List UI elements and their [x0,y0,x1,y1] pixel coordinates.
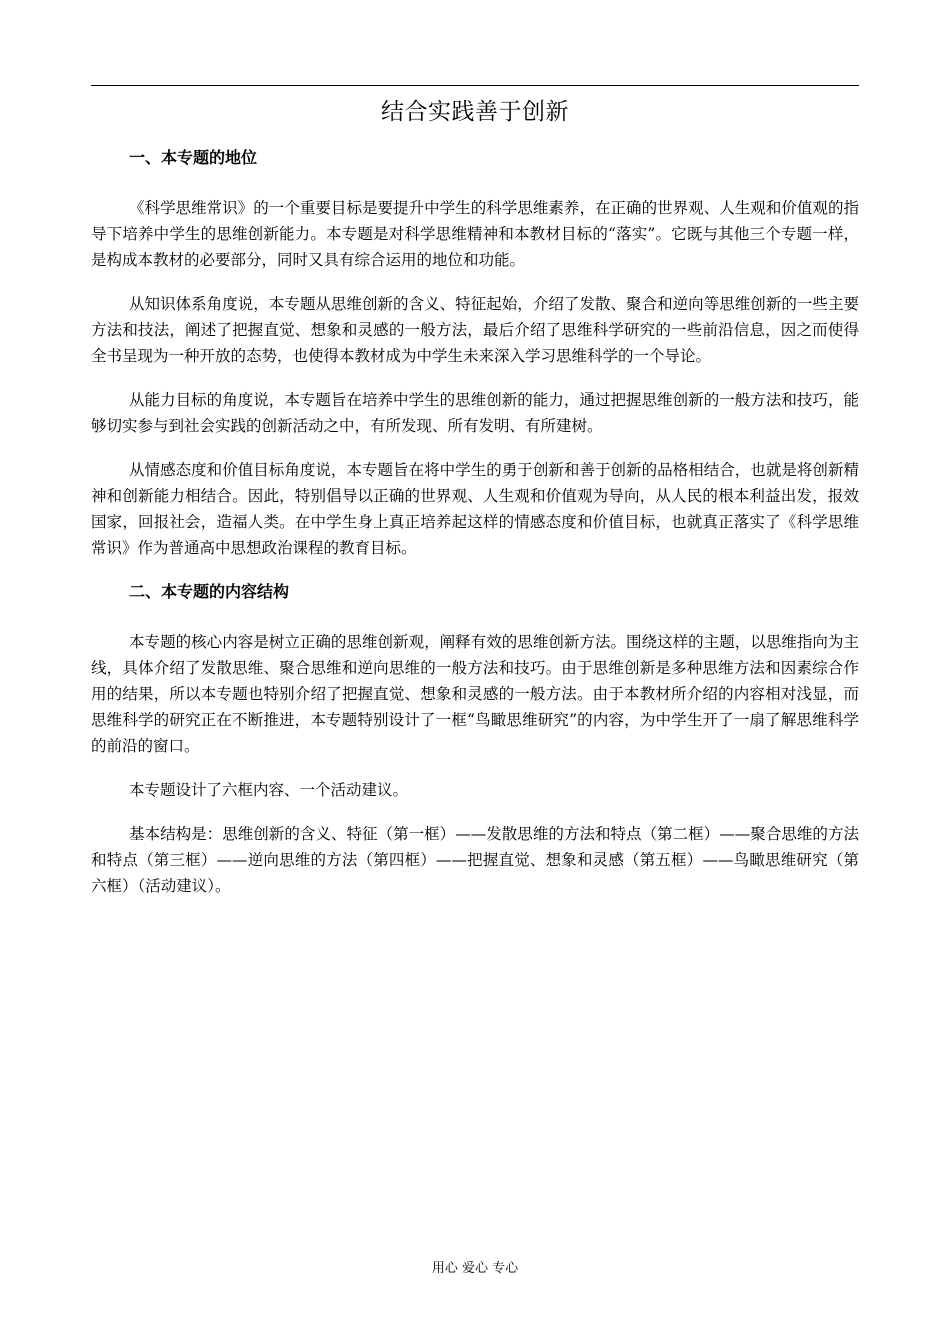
paragraph: 基本结构是：思维创新的含义、特征（第一框）——发散思维的方法和特点（第二框）——聚合思维的方法和特点（第三框）——逆向思维的方法（第四框）——把握直觉、想象和灵感（第五框）——鸟瞰思维研究（第六框）（活动建议）。 [91,825,859,895]
document-body [91,145,859,899]
document-title: 结合实践善于创新 [381,99,569,125]
header-rule [91,85,859,86]
paragraph: 《科学思维常识》的一个重要目标是要提升中学生的科学思维素养，在正确的世界观、人生观和价值观的指导下培养中学生的思维创新能力。本专题是对科学思维精神和本教材目标的“落实”。它既与其他三个专题一样，是构成本教材的必要部分，同时又具有综合运用的地位和功能。 [91,199,859,269]
paragraph: 从情感态度和价值目标角度说，本专题旨在将中学生的勇于创新和善于创新的品格相结合，也就是将创新精神和创新能力相结合。因此，特别倡导以正确的世界观、人生观和价值观为导向，从人民的根本利益出发，报效国家，回报社会，造福人类。在中学生身上真正培养起这样的情感态度和价值目标，也就真正落实了《科学思维常识》作为普通高中思想政治课程的教育目标。 [91,461,859,557]
paragraph: 从知识体系角度说，本专题从思维创新的含义、特征起始，介绍了发散、聚合和逆向等思维创新的一些主要方法和技法，阐述了把握直觉、想象和灵感的一般方法，最后介绍了思维科学研究的一些前沿信息，因之而使得全书呈现为一种开放的态势，也使得本教材成为中学生未来深入学习思维科学的一个导论。 [91,295,859,365]
section-heading-structure: 二、本专题的内容结构 [129,582,290,601]
section-heading-position: 一、本专题的地位 [129,148,258,167]
paragraph: 从能力目标的角度说，本专题旨在培养中学生的思维创新的能力，通过把握思维创新的一般方法和技巧，能够切实参与到社会实践的创新活动之中，有所发现、所有发明、有所建树。 [91,391,859,435]
page-footer: 用心 爱心 专心 [431,1261,519,1276]
paragraph: 本专题设计了六框内容、一个活动建议。 [129,781,409,799]
paragraph: 本专题的核心内容是树立正确的思维创新观，阐释有效的思维创新方法。围绕这样的主题，以思维指向为主线，具体介绍了发散思维、聚合思维和逆向思维的一般方法和技巧。由于思维创新是多种思维方法和因素综合作用的结果，所以本专题也特别介绍了把握直觉、想象和灵感的一般方法。由于本教材所介绍的内容相对浅显，而思维科学的研究正在不断推进，本专题特别设计了一框“鸟瞰思维研究”的内容，为中学生开了一扇了解思维科学的前沿的窗口。 [91,633,859,755]
